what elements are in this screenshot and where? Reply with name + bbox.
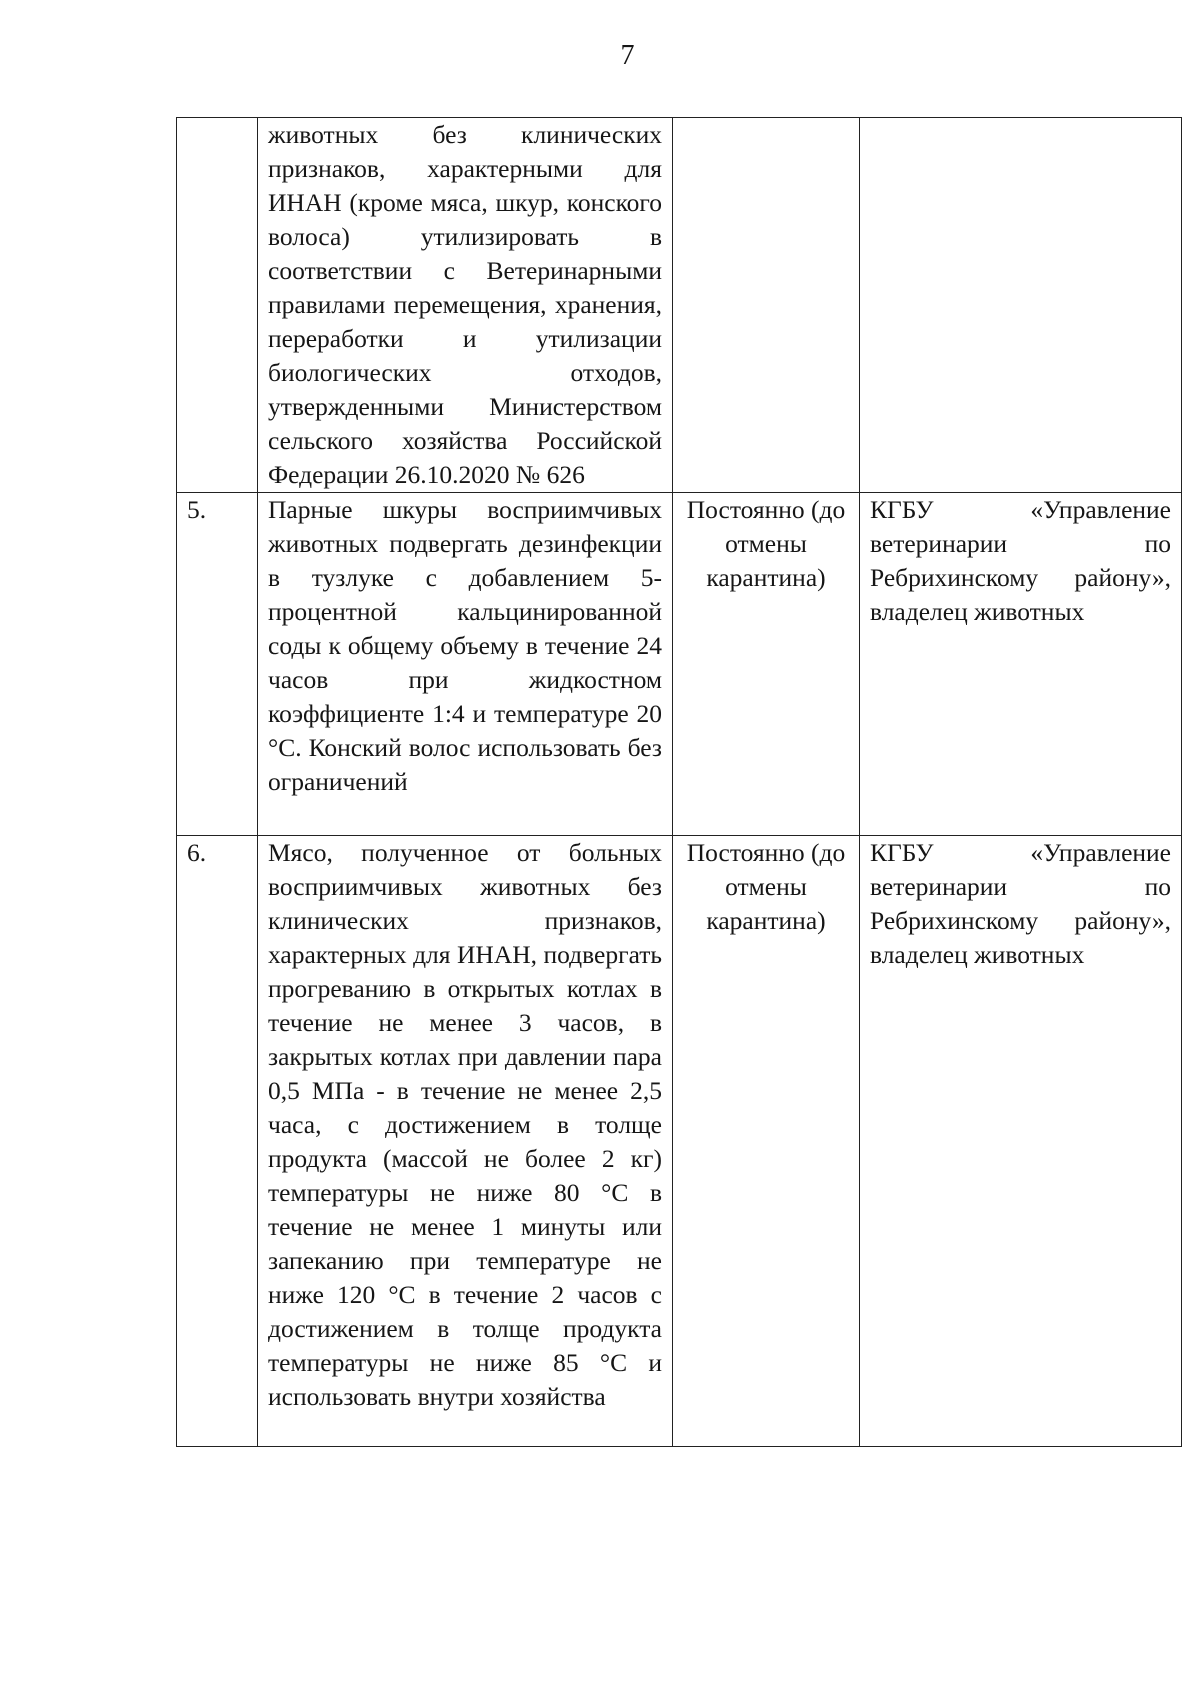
period-text: Постоянно (до отмены карантина) — [673, 493, 860, 836]
responsible-text — [860, 118, 1182, 493]
measure-text: Мясо, полученное от больных восприимчивых животных без клинических признаков, характерных для ИНАН, подвергать прогреванию в открытых котлах в течение не менее 3 часов, в закрытых котлах при давлении пара 0,5 МПа - в течение не менее 2,5 часа, с достижением в толще продукта (массой не более 2 кг) температуры не ниже 80 °С в течение не менее 1 минуты или запеканию при температуре не ниже 120 °С в течение 2 часов с достижением в толще продукта температуры не ниже 85 °С и использовать внутри хозяйства — [258, 836, 673, 1447]
row-number: 6. — [177, 836, 258, 1447]
row-number: 5. — [177, 493, 258, 836]
row-number — [177, 118, 258, 493]
responsible-text: КГБУ «Управление ветеринарии по Ребрихинскому району», владелец животных — [860, 493, 1182, 836]
table-row — [177, 118, 1182, 493]
responsible-text: КГБУ «Управление ветеринарии по Ребрихинскому району», владелец животных — [860, 836, 1182, 1447]
measure-text: животных без клинических признаков, характерными для ИНАН (кроме мяса, шкур, конского волоса) утилизировать в соответствии с Ветеринарными правилами перемещения, хранения, переработки и утилизации биологических отходов, утвержденными Министерством сельского хозяйства Российской Федерации 26.10.2020 № 626 — [258, 118, 673, 493]
table-row — [177, 836, 1182, 1447]
page-number: 7 — [620, 40, 635, 71]
table-row — [177, 493, 1182, 836]
period-text: Постоянно (до отмены карантина) — [673, 836, 860, 1447]
measure-text: Парные шкуры восприимчивых животных подвергать дезинфекции в тузлуке с добавлением 5-процентной кальцинированной соды к общему объему в течение 24 часов при жидкостном коэффициенте 1:4 и температуре 20 °С. Конский волос использовать без ограничений — [258, 493, 673, 836]
period-text — [673, 118, 860, 493]
measures-table — [176, 117, 1182, 1447]
